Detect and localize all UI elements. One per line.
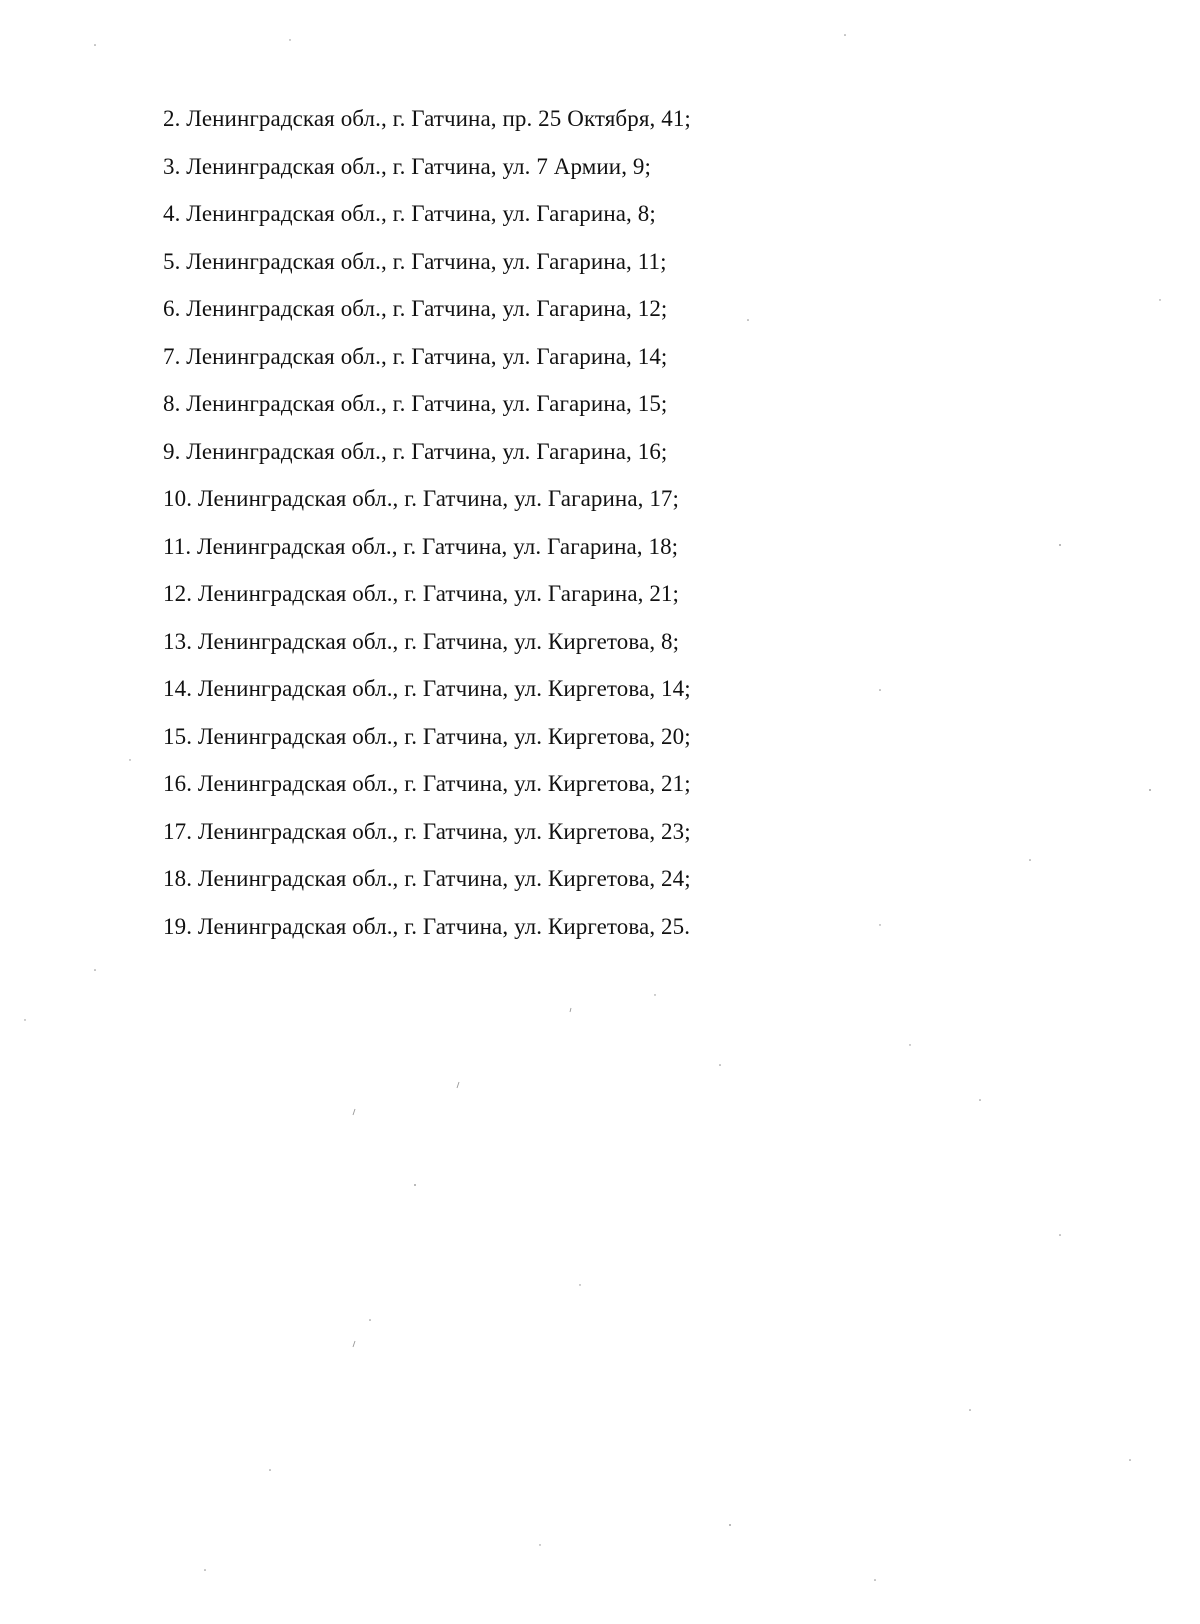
address-item: 15. Ленинградская обл., г. Гатчина, ул. Киргетова, 20; xyxy=(163,723,691,749)
address-item: 3. Ленинградская обл., г. Гатчина, ул. 7 Армии, 9; xyxy=(163,153,652,179)
address-item: 2. Ленинградская обл., г. Гатчина, пр. 25 Октября, 41; xyxy=(163,106,691,131)
address-item: 8. Ленинградская обл., г. Гатчина, ул. Гагарина, 15; xyxy=(163,391,668,416)
address-item: 10. Ленинградская обл., г. Гатчина, ул. Гагарина, 17; xyxy=(163,486,680,511)
address-item: 14. Ленинградская обл., г. Гатчина, ул. Киргетова, 14; xyxy=(163,676,691,701)
address-item: 16. Ленинградская обл., г. Гатчина, ул. Киргетова, 21; xyxy=(163,771,691,796)
address-item: 17. Ленинградская обл., г. Гатчина, ул. Киргетова, 23; xyxy=(163,818,691,844)
address-item: 7. Ленинградская обл., г. Гатчина, ул. Гагарина, 14; xyxy=(163,343,668,369)
address-item: 9. Ленинградская обл., г. Гатчина, ул. Гагарина, 16; xyxy=(163,438,668,464)
address-item: 19. Ленинградская обл., г. Гатчина, ул. Киргетова, 25. xyxy=(163,913,691,939)
address-item: 11. Ленинградская обл., г. Гатчина, ул. Гагарина, 18; xyxy=(163,533,679,559)
address-item: 12. Ленинградская обл., г. Гатчина, ул. Гагарина, 21; xyxy=(163,581,680,606)
address-item: 6. Ленинградская обл., г. Гатчина, ул. Гагарина, 12; xyxy=(163,296,668,321)
address-list xyxy=(163,100,691,955)
address-item: 18. Ленинградская обл., г. Гатчина, ул. Киргетова, 24; xyxy=(163,866,691,891)
address-item: 5. Ленинградская обл., г. Гатчина, ул. Гагарина, 11; xyxy=(163,248,667,274)
address-item: 4. Ленинградская обл., г. Гатчина, ул. Гагарина, 8; xyxy=(163,201,656,226)
address-item: 13. Ленинградская обл., г. Гатчина, ул. Киргетова, 8; xyxy=(163,628,680,654)
